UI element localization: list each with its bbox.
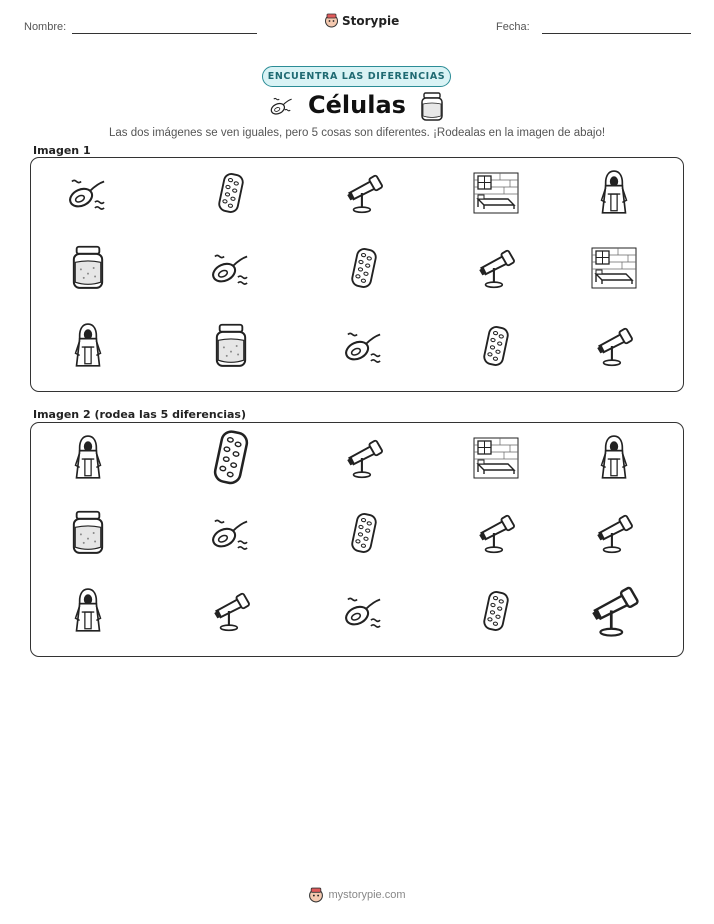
- cell-icon: [208, 513, 254, 557]
- telescope-icon: [473, 245, 519, 295]
- grid-cell[interactable]: [201, 240, 261, 300]
- grid-cell[interactable]: [201, 430, 261, 490]
- monk-icon: [71, 587, 105, 639]
- storypie-logo-icon: [324, 13, 339, 28]
- brand-name: Storypie: [342, 13, 400, 28]
- grid-cell[interactable]: [584, 505, 644, 565]
- membrane-icon: [344, 510, 384, 560]
- telescope-icon: [341, 435, 387, 485]
- grid-cell[interactable]: [58, 318, 118, 378]
- grid-cell[interactable]: [334, 165, 394, 225]
- grid-cell[interactable]: [466, 165, 526, 225]
- footer-logo-icon: [308, 887, 324, 903]
- image1-grid: [31, 158, 683, 391]
- telescope-icon: [341, 170, 387, 220]
- membrane-icon: [204, 426, 258, 494]
- name-label: Nombre:: [24, 21, 67, 33]
- image1-panel: [30, 157, 684, 392]
- grid-cell[interactable]: [466, 240, 526, 300]
- grid-cell[interactable]: [201, 165, 261, 225]
- grid-cell[interactable]: [201, 318, 261, 378]
- monk-icon: [597, 169, 631, 221]
- monk-icon: [71, 434, 105, 486]
- grid-cell[interactable]: [58, 583, 118, 643]
- room-icon: [472, 436, 520, 484]
- monk-icon: [597, 434, 631, 486]
- membrane-icon: [476, 323, 516, 373]
- activity-badge: ENCUENTRA LAS DIFERENCIAS: [262, 66, 451, 87]
- cell-icon: [208, 248, 254, 292]
- grid-cell[interactable]: [334, 583, 394, 643]
- grid-cell[interactable]: [466, 505, 526, 565]
- grid-cell[interactable]: [58, 505, 118, 565]
- membrane-icon: [211, 170, 251, 220]
- cell-icon: [341, 326, 387, 370]
- date-line[interactable]: [542, 33, 691, 34]
- jar-icon: [71, 245, 105, 295]
- grid-cell[interactable]: [334, 240, 394, 300]
- grid-cell[interactable]: [58, 165, 118, 225]
- footer-url[interactable]: mystorypie.com: [328, 889, 406, 901]
- grid-cell[interactable]: [58, 430, 118, 490]
- grid-cell[interactable]: [584, 318, 644, 378]
- grid-cell[interactable]: [466, 583, 526, 643]
- membrane-icon: [344, 245, 384, 295]
- grid-cell[interactable]: [466, 318, 526, 378]
- grid-cell[interactable]: [584, 165, 644, 225]
- membrane-icon: [476, 588, 516, 638]
- name-line[interactable]: [72, 33, 257, 34]
- page-title: Células: [308, 91, 406, 119]
- image2-panel: [30, 422, 684, 657]
- cell-icon: [341, 591, 387, 635]
- telescope-icon: [584, 581, 644, 646]
- image1-label: Imagen 1: [33, 144, 91, 157]
- cell-icon: [65, 173, 111, 217]
- grid-cell[interactable]: [584, 430, 644, 490]
- monk-icon: [71, 322, 105, 374]
- date-label: Fecha:: [496, 21, 530, 33]
- telescope-icon: [473, 510, 519, 560]
- room-icon: [590, 246, 638, 294]
- jar-icon: [214, 323, 248, 373]
- grid-cell[interactable]: [584, 583, 644, 643]
- telescope-icon: [591, 510, 637, 560]
- grid-cell[interactable]: [584, 240, 644, 300]
- grid-cell[interactable]: [466, 430, 526, 490]
- grid-cell[interactable]: [334, 318, 394, 378]
- grid-cell[interactable]: [334, 505, 394, 565]
- grid-cell[interactable]: [201, 505, 261, 565]
- footer: [0, 887, 714, 903]
- grid-cell[interactable]: [201, 583, 261, 643]
- brand-logo: [324, 13, 399, 28]
- room-icon: [472, 171, 520, 219]
- image2-label: Imagen 2 (rodea las 5 diferencias): [33, 408, 247, 421]
- jar-icon: [71, 510, 105, 560]
- title-jar-icon: [420, 92, 444, 126]
- title-cell-icon: [268, 95, 296, 121]
- grid-cell[interactable]: [334, 430, 394, 490]
- image2-grid: [31, 423, 683, 656]
- instructions: Las dos imágenes se ven iguales, pero 5 cosas son diferentes. ¡Rodealas en la imagen de abajo!: [108, 127, 606, 139]
- telescope-icon: [591, 323, 637, 373]
- telescope-icon: [208, 588, 254, 638]
- grid-cell[interactable]: [58, 240, 118, 300]
